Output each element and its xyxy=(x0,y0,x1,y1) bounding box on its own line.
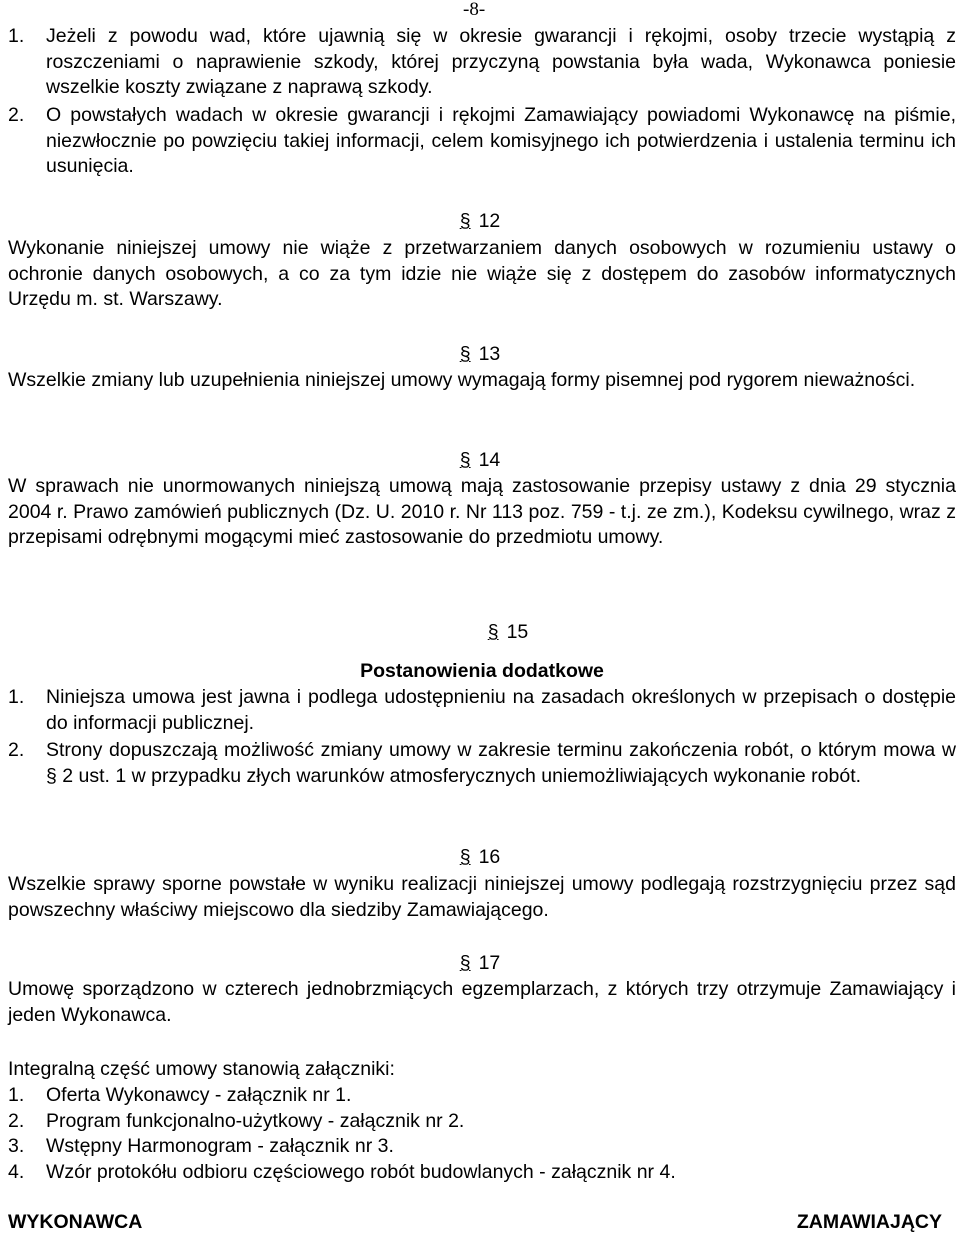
item-number: 2. xyxy=(8,104,25,126)
section-15-item-2 xyxy=(8,738,956,789)
item-number: 1. xyxy=(8,25,25,47)
section-17-text: Umowę sporządzono w czterech jednobrzmiących egzemplarzach, z których trzy otrzymuje Zamawiający i jeden Wykonawca. xyxy=(8,978,956,1026)
item-text: Niniejsza umowa jest jawna i podlega udostępnieniu na zasadach określonych w przepisach o dostępie do informacji publicznej. xyxy=(46,686,956,734)
signature-employer: ZAMAWIAJĄCY xyxy=(796,1211,942,1233)
section-number: 14 xyxy=(478,449,501,471)
item-text: Strony dopuszczają możliwość zmiany umowy w zakresie terminu zakończenia robót, o którym mowa w § 2 ust. 1 w przypadku złych warunków atmosferycznych uniemożliwiających wykonanie robót. xyxy=(46,739,956,787)
section-16-heading xyxy=(420,845,540,871)
item-number: 4. xyxy=(8,1160,25,1183)
item-text: Jeżeli z powodu wad, które ujawnią się w okresie gwarancji i rękojmi, osoby trzecie wystąpią z roszczeniami o naprawienie szkody, której przyczyną powstania była wada, Wykonawca poniesie wszelkie koszty związane z naprawą szkody. xyxy=(46,25,956,98)
section-13-heading xyxy=(420,342,540,368)
item-number: 3. xyxy=(8,1135,25,1157)
section-symbol: § xyxy=(459,952,471,974)
section-16-text: Wszelkie sprawy sporne powstałe w wyniku realizacji niniejszej umowy podlegają rozstrzygnięciu przez sąd powszechny właściwy miejscowo dla siedziby Zamawiającego. xyxy=(8,873,956,921)
warranty-item-2 xyxy=(8,103,956,180)
section-number: 12 xyxy=(478,210,501,232)
section-symbol: § xyxy=(487,621,499,643)
section-12-heading xyxy=(420,209,540,235)
item-text: O powstałych wadach w okresie gwarancji i rękojmi Zamawiający powiadomi Wykonawcę na piśmie, niezwłocznie po powzięciu takiej informacji, celem komisyjnego ich potwierdzenia i ustalenia terminu ich usunięcia. xyxy=(46,104,956,177)
warranty-item-1 xyxy=(8,24,956,101)
section-17-heading xyxy=(420,951,540,977)
section-symbol: § xyxy=(459,846,471,868)
section-number: 13 xyxy=(478,343,501,365)
section-12-text: Wykonanie niniejszej umowy nie wiąże z przetwarzaniem danych osobowych w rozumieniu ustawy o ochronie danych osobowych, a co za tym idzie nie wiąże się z dostępem do zasobów informatycznych Urzędu m. st. Warszawy. xyxy=(8,237,956,310)
signature-contractor: WYKONAWCA xyxy=(8,1211,143,1233)
section-13-text: Wszelkie zmiany lub uzupełnienia niniejszej umowy wymagają formy pisemnej pod rygorem nieważności. xyxy=(8,369,916,391)
item-text: Wstępny Harmonogram - załącznik nr 3. xyxy=(46,1135,394,1157)
item-text: Oferta Wykonawcy - załącznik nr 1. xyxy=(46,1084,352,1106)
item-text: Program funkcjonalno-użytkowy - załącznik nr 2. xyxy=(46,1109,465,1132)
attachments-intro: Integralną część umowy stanowią załączniki: xyxy=(8,1058,395,1080)
page-number: -8- xyxy=(463,0,486,20)
item-number: 1. xyxy=(8,1084,25,1106)
section-15-heading xyxy=(448,620,568,646)
section-symbol: § xyxy=(459,210,471,232)
section-number: 17 xyxy=(478,952,501,974)
section-14-text: W sprawach nie unormowanych niniejszą umową mają zastosowanie przepisy ustawy z dnia 29 stycznia 2004 r. Prawo zamówień publicznych (Dz. U. 2010 r. Nr 113 poz. 759 - t.j. ze zm.), Kodeksu cywilnego, wraz z przepisami odrębnymi mogącymi mieć zastosowanie do przedmiotu umowy. xyxy=(8,475,956,548)
section-14-heading xyxy=(420,448,540,474)
section-number: 16 xyxy=(478,846,501,868)
item-text: Wzór protokółu odbioru częściowego robót budowlanych - załącznik nr 4. xyxy=(46,1160,676,1183)
item-number: 2. xyxy=(8,1109,25,1132)
section-symbol: § xyxy=(459,449,471,471)
item-number: 2. xyxy=(8,739,25,761)
section-symbol: § xyxy=(459,343,471,365)
section-15-title: Postanowienia dodatkowe xyxy=(360,660,604,682)
item-number: 1. xyxy=(8,686,25,708)
section-number: 15 xyxy=(506,621,529,643)
section-15-item-1 xyxy=(8,685,956,736)
